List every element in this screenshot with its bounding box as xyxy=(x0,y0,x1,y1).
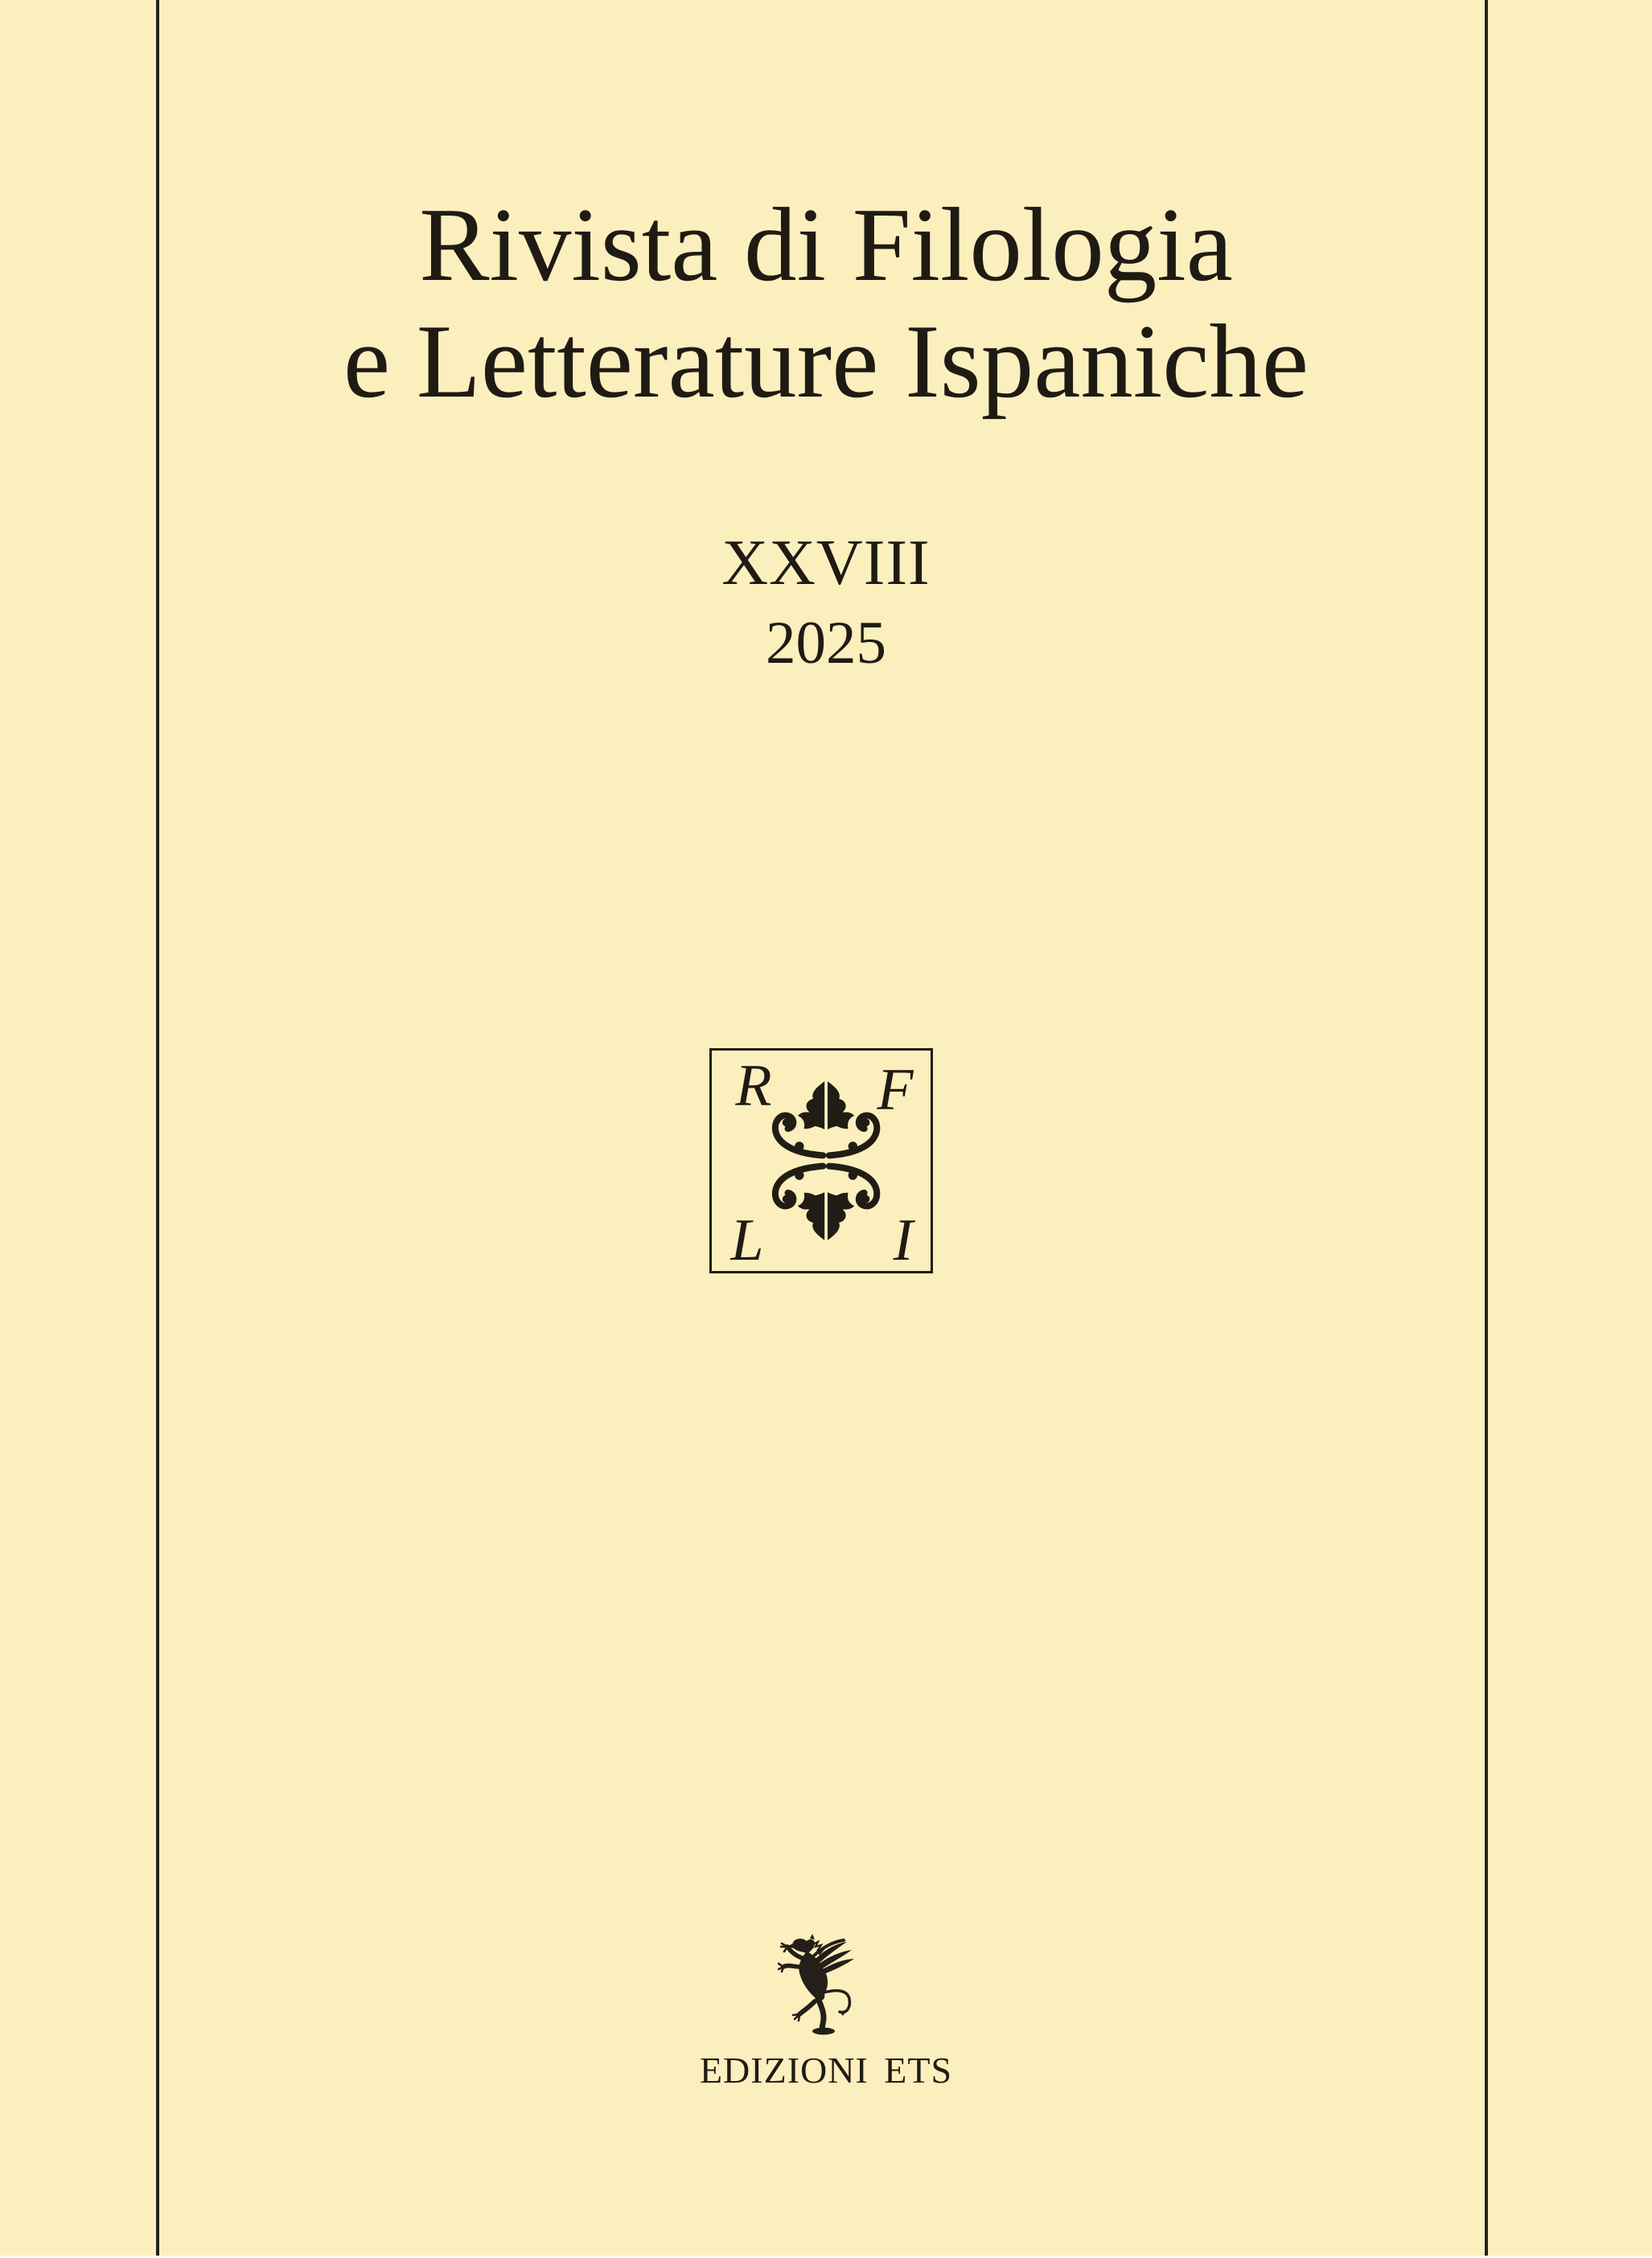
volume-number: XXVIII xyxy=(721,528,931,598)
monogram-letter-l: L xyxy=(730,1207,764,1273)
griffin-emblem-icon xyxy=(778,1934,863,2038)
monogram-letter-f: F xyxy=(877,1057,914,1123)
journal-title xyxy=(0,187,1652,421)
monogram-letter-i: I xyxy=(893,1207,914,1273)
monogram-letter-r: R xyxy=(735,1053,772,1119)
journal-monogram-box xyxy=(709,1048,933,1273)
journal-title-line2: e Letterature Ispaniche xyxy=(343,303,1309,421)
journal-title-line1: Rivista di Filologia xyxy=(419,187,1233,303)
fleuron-ornament-icon xyxy=(765,1078,887,1244)
publisher-name: EDIZIONI ETS xyxy=(699,2050,953,2091)
volume-year: 2025 xyxy=(766,610,886,677)
